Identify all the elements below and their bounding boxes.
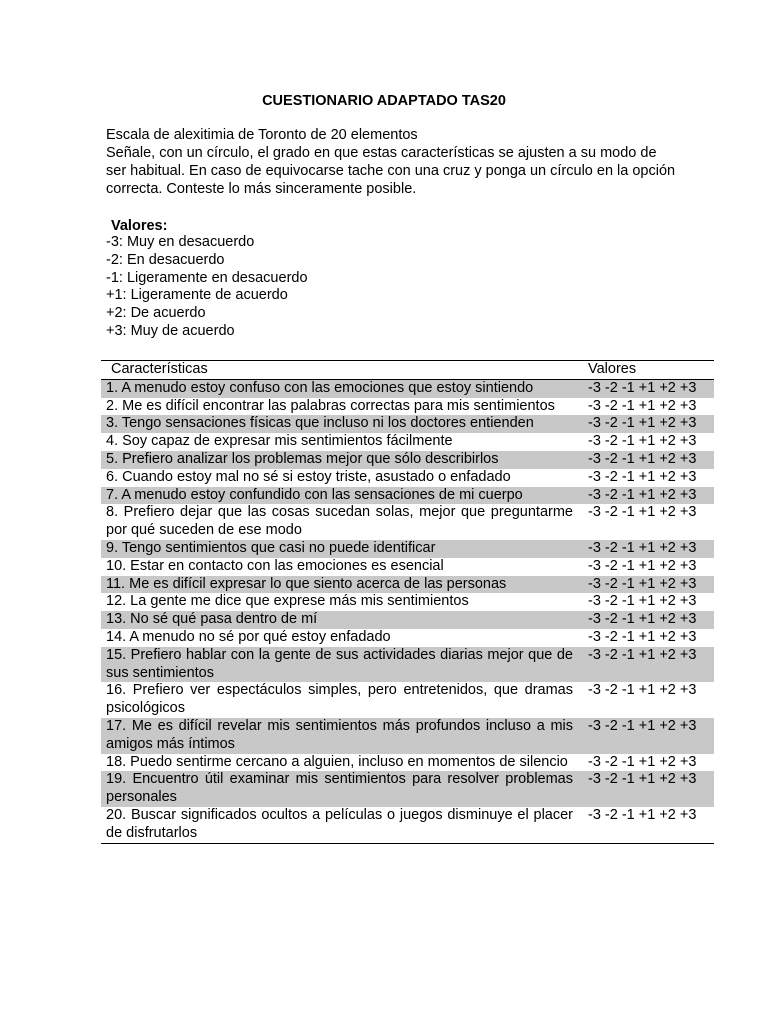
question-text: 14. A menudo no sé por qué estoy enfadado	[106, 628, 391, 645]
rating-scale[interactable]: -3 -2 -1 +1 +2 +3	[588, 593, 697, 610]
question-text: 2. Me es difícil encontrar las palabras correctas para mis sentimientos	[106, 397, 555, 414]
questionnaire-rows	[101, 379, 714, 843]
document-title: CUESTIONARIO ADAPTADO TAS20	[262, 93, 506, 109]
question-text: 5. Prefiero analizar los problemas mejor que sólo describirlos	[101, 451, 583, 469]
table-row	[101, 771, 714, 807]
table-row	[101, 647, 714, 683]
intro-text	[106, 126, 676, 198]
rating-scale[interactable]: -3 -2 -1 +1 +2 +3	[583, 415, 714, 433]
rating-scale[interactable]: -3 -2 -1 +1 +2 +3	[588, 468, 697, 485]
question-text: 13. No sé qué pasa dentro de mí	[101, 611, 583, 629]
value-legend-item: -2: En desacuerdo	[106, 251, 225, 268]
question-text: 3. Tengo sensaciones físicas que incluso ni los doctores entienden	[101, 415, 583, 433]
question-text: 19. Encuentro útil examinar mis sentimientos para resolver problemas personales	[101, 771, 583, 807]
question-text: 8. Prefiero dejar que las cosas sucedan solas, mejor que preguntarme por qué suceden de ese modo	[106, 504, 573, 539]
question-text: 20. Buscar significados ocultos a películas o juegos disminuye el placer de disfrutarlos	[106, 806, 573, 841]
rating-scale[interactable]: -3 -2 -1 +1 +2 +3	[583, 379, 714, 397]
rating-scale[interactable]: -3 -2 -1 +1 +2 +3	[588, 753, 697, 770]
rating-scale[interactable]: -3 -2 -1 +1 +2 +3	[583, 718, 714, 754]
intro-instructions: Señale, con un círculo, el grado en que estas características se ajusten a su modo de ser habitual. En caso de equivocarse tache con una cruz y ponga un círculo en la opción correcta. Conteste lo más sinceramente posible.	[106, 145, 676, 197]
questionnaire-table	[101, 360, 714, 844]
table-row	[101, 718, 714, 754]
rating-scale[interactable]: -3 -2 -1 +1 +2 +3	[588, 397, 697, 414]
table-row	[101, 754, 714, 772]
table-row	[101, 433, 714, 451]
table-row	[101, 469, 714, 487]
question-text: 15. Prefiero hablar con la gente de sus actividades diarias mejor que de sus sentimientos	[101, 647, 583, 683]
rating-scale[interactable]: -3 -2 -1 +1 +2 +3	[588, 682, 697, 699]
question-text: 1. A menudo estoy confuso con las emociones que estoy sintiendo	[101, 379, 583, 397]
table-row	[101, 540, 714, 558]
table-row	[101, 576, 714, 594]
question-text: 12. La gente me dice que exprese más mis sentimientos	[106, 593, 469, 610]
header-valores: Valores	[583, 361, 714, 380]
question-text: 11. Me es difícil expresar lo que siento acerca de las personas	[101, 576, 583, 594]
value-legend-item: -1: Ligeramente en desacuerdo	[106, 269, 308, 286]
table-row	[101, 487, 714, 505]
table-row	[101, 593, 714, 611]
question-text: 17. Me es difícil revelar mis sentimientos más profundos incluso a mis amigos más íntimos	[101, 718, 583, 754]
table-row	[101, 379, 714, 397]
rating-scale[interactable]: -3 -2 -1 +1 +2 +3	[588, 557, 697, 574]
rating-scale[interactable]: -3 -2 -1 +1 +2 +3	[583, 487, 714, 505]
rating-scale[interactable]: -3 -2 -1 +1 +2 +3	[583, 611, 714, 629]
question-text: 4. Soy capaz de expresar mis sentimientos fácilmente	[106, 433, 453, 450]
question-text: 10. Estar en contacto con las emociones es esencial	[106, 557, 444, 574]
table-header-row	[101, 361, 714, 380]
rating-scale[interactable]: -3 -2 -1 +1 +2 +3	[588, 628, 697, 645]
table-row	[101, 682, 714, 718]
table-row	[101, 398, 714, 416]
question-text: 18. Puedo sentirme cercano a alguien, incluso en momentos de silencio	[106, 753, 568, 770]
table-row	[101, 451, 714, 469]
question-text: 16. Prefiero ver espectáculos simples, pero entretenidos, que dramas psicológicos	[106, 682, 573, 717]
header-caracteristicas: Características	[101, 361, 583, 380]
question-text: 7. A menudo estoy confundido con las sensaciones de mi cuerpo	[101, 487, 583, 505]
value-legend-item: +2: De acuerdo	[106, 305, 206, 322]
rating-scale[interactable]: -3 -2 -1 +1 +2 +3	[583, 576, 714, 594]
question-text: 9. Tengo sentimientos que casi no puede identificar	[101, 540, 583, 558]
table-row	[101, 629, 714, 647]
rating-scale[interactable]: -3 -2 -1 +1 +2 +3	[588, 806, 697, 823]
question-text: 6. Cuando estoy mal no sé si estoy triste, asustado o enfadado	[106, 468, 511, 485]
rating-scale[interactable]: -3 -2 -1 +1 +2 +3	[583, 647, 714, 683]
values-legend	[106, 234, 308, 341]
table-row	[101, 807, 714, 843]
table-row	[101, 558, 714, 576]
intro-line-1: Escala de alexitimia de Toronto de 20 elementos	[106, 127, 418, 143]
value-legend-item: +3: Muy de acuerdo	[106, 322, 235, 339]
values-heading: Valores:	[111, 218, 168, 234]
rating-scale[interactable]: -3 -2 -1 +1 +2 +3	[583, 540, 714, 558]
table-row	[101, 415, 714, 433]
value-legend-item: +1: Ligeramente de acuerdo	[106, 287, 288, 304]
value-legend-item: -3: Muy en desacuerdo	[106, 234, 255, 250]
rating-scale[interactable]: -3 -2 -1 +1 +2 +3	[583, 771, 714, 807]
table-row	[101, 611, 714, 629]
table-row	[101, 504, 714, 540]
rating-scale[interactable]: -3 -2 -1 +1 +2 +3	[588, 433, 697, 450]
rating-scale[interactable]: -3 -2 -1 +1 +2 +3	[583, 451, 714, 469]
rating-scale[interactable]: -3 -2 -1 +1 +2 +3	[588, 504, 697, 521]
